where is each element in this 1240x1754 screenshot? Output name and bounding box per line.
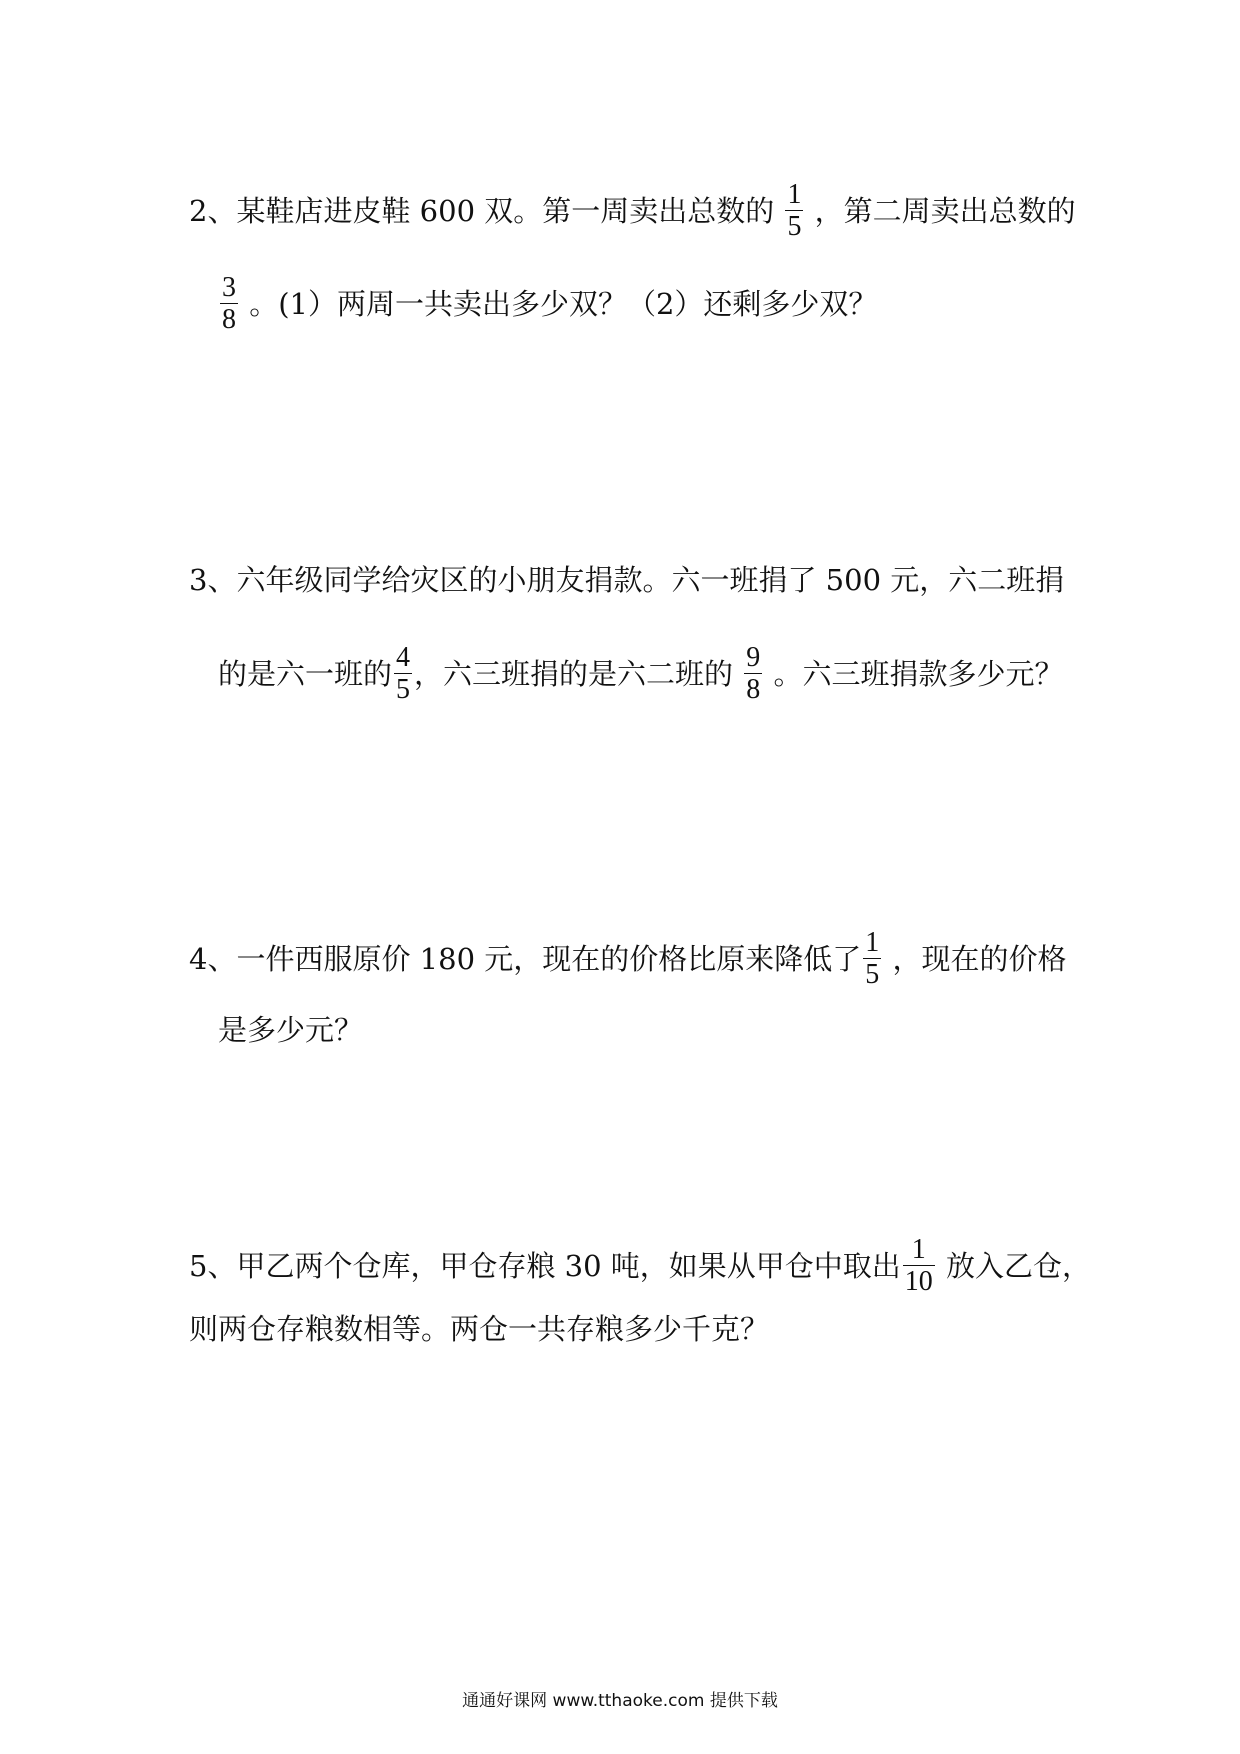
fraction-1-10: $\frac{1}{10}$ xyxy=(904,1234,933,1297)
problem-4-text-b: ，现在的价格 xyxy=(883,942,1067,976)
problem-5-line-2 xyxy=(189,1309,769,1349)
problem-2-questions: 。(1）两周一共卖出多少双？（2）还剩多少双？ xyxy=(240,287,878,321)
fraction-3-8: $\frac{3}{8}$ xyxy=(222,272,236,335)
problem-4-line-1 xyxy=(189,927,1067,990)
problem-5-text-b: 放入乙仓， xyxy=(936,1249,1092,1283)
problem-5-line-1 xyxy=(189,1234,1092,1297)
fraction-1-5: $\frac{1}{5}$ xyxy=(787,179,802,242)
problem-3-line-2 xyxy=(218,642,1064,705)
problem-2-line-1 xyxy=(189,179,1076,242)
fraction-1-5-b: $\frac{1}{5}$ xyxy=(865,927,880,990)
problem-3-line-1 xyxy=(189,560,1064,600)
problem-4-line-2 xyxy=(218,1010,363,1050)
problem-3-text: 3、六年级同学给灾区的小朋友捐款。六一班捐了 500 元，六二班捐 xyxy=(189,563,1065,597)
problem-5-text-a: 5、甲乙两个仓库，甲仓存粮 30 吨，如果从甲仓中取出 xyxy=(189,1249,901,1283)
problem-2-text-b: ，第二周卖出总数的 xyxy=(805,194,1076,228)
problem-2-line-2 xyxy=(218,272,878,335)
fraction-9-8: $\frac{9}{8}$ xyxy=(746,642,761,705)
problem-2-text-a: 2、某鞋店进皮鞋 600 双。第一周卖出总数的 xyxy=(189,194,784,228)
problem-3-question: 。六三班捐款多少元？ xyxy=(764,657,1064,691)
problem-3-text-b: ，六三班捐的是六二班的 xyxy=(414,657,743,691)
problem-4-text-a: 4、一件西服原价 180 元，现在的价格比原来降低了 xyxy=(189,942,862,976)
fraction-4-5: $\frac{4}{5}$ xyxy=(396,642,411,705)
problem-4-question: 是多少元？ xyxy=(218,1013,364,1047)
problem-5-question: 则两仓存粮数相等。两仓一共存粮多少千克？ xyxy=(189,1312,770,1346)
page-footer: 通通好课网 www.tthaoke.com 提供下载 xyxy=(462,1691,778,1711)
problem-3-text-a: 的是六一班的 xyxy=(218,657,393,691)
